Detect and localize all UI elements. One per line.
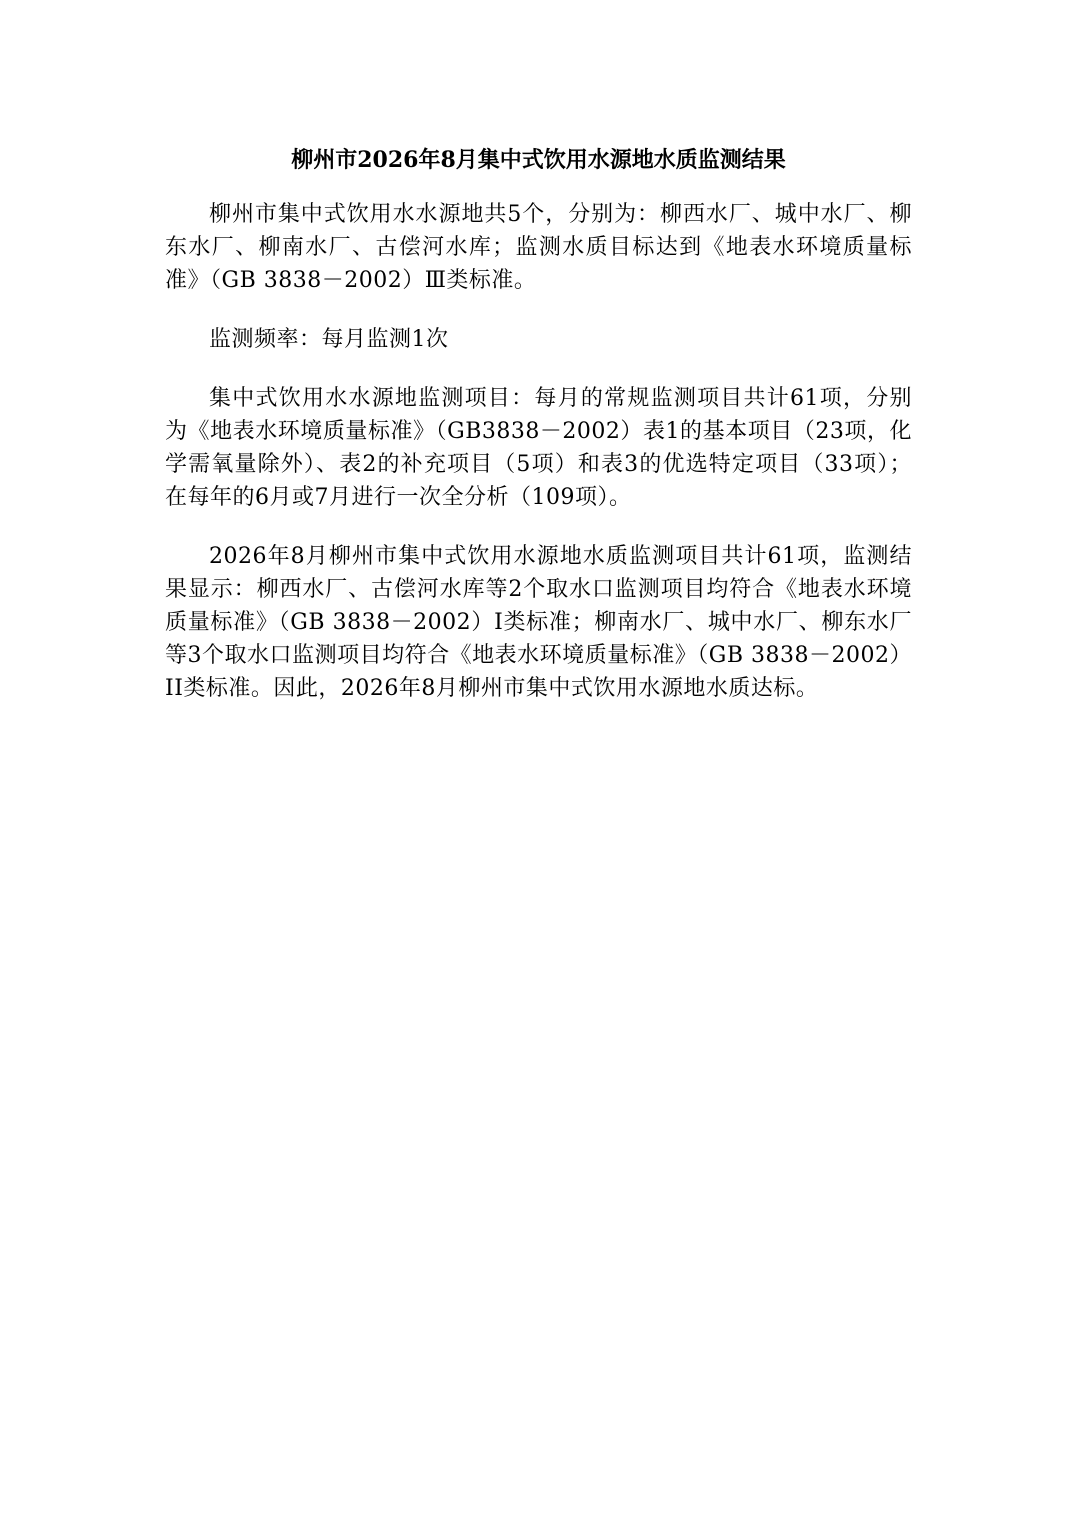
- paragraph-sources: 柳州市集中式饮用水水源地共5个，分别为：柳西水厂、城中水厂、柳东水厂、柳南水厂、古偿河水库；监测水质目标达到《地表水环境质量标准》（GB 3838－2002）Ⅲ类标准。: [165, 202, 912, 293]
- document-title: 柳州市2026年8月集中式饮用水源地水质监测结果: [291, 147, 786, 173]
- paragraph-frequency: 监测频率：每月监测1次: [209, 327, 449, 352]
- paragraph-results: 2026年8月柳州市集中式饮用水源地水质监测项目共计61项，监测结果显示：柳西水厂、古偿河水库等2个取水口监测项目均符合《地表水环境质量标准》（GB 3838－2002）I类标准；柳南水厂、城中水厂、柳东水厂等3个取水口监测项目均符合《地表水环境质量标准》（GB 3838－2002）II类标准。因此，2026年8月柳州市集中式饮用水源地水质达标。: [165, 544, 912, 701]
- paragraph-items: 集中式饮用水水源地监测项目：每月的常规监测项目共计61项，分别为《地表水环境质量标准》（GB3838－2002）表1的基本项目（23项，化学需氧量除外）、表2的补充项目（5项）和表3的优选特定项目（33项）；在每年的6月或7月进行一次全分析（109项）。: [165, 386, 912, 510]
- document-body: [165, 198, 912, 731]
